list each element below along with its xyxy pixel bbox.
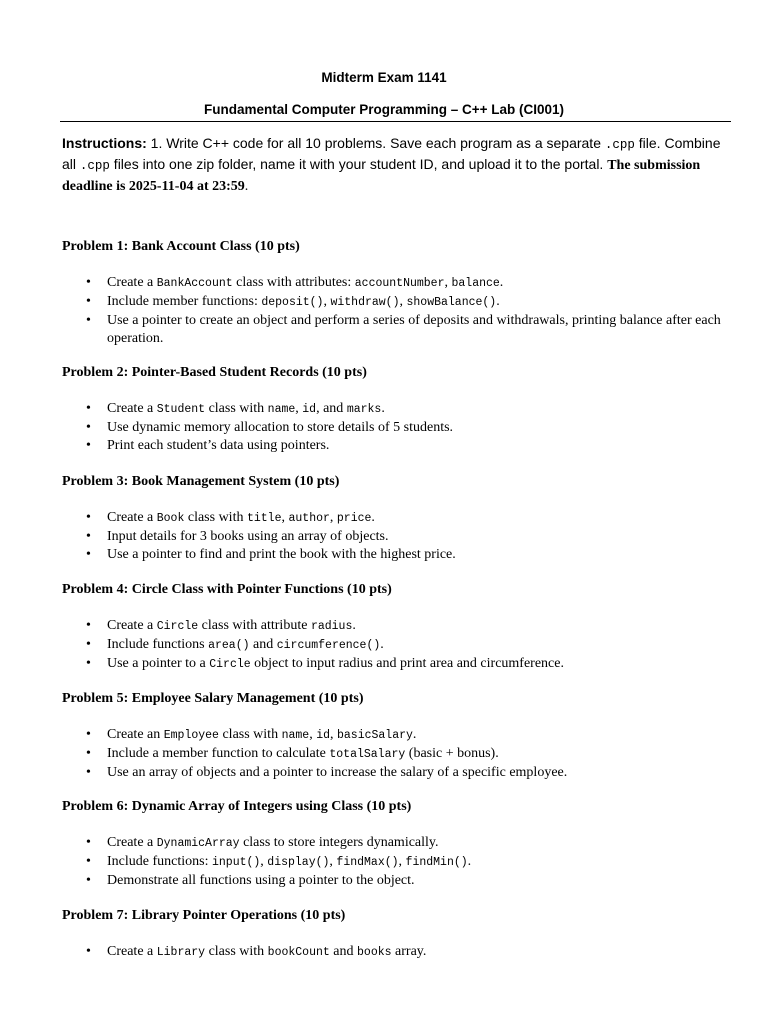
problem-heading: Problem 5: Employee Salary Management (10 pts): [62, 691, 364, 706]
requirement-text: class with: [218, 727, 282, 742]
requirement-list: [62, 726, 742, 782]
requirement-text: ,: [329, 510, 337, 525]
requirement-text: Include functions: [107, 637, 209, 652]
code-identifier: display(): [267, 856, 330, 869]
problem-heading: Problem 3: Book Management System (10 pts): [62, 474, 340, 489]
requirement-text: ,: [281, 510, 289, 525]
requirement-text: ,: [323, 294, 331, 309]
code-identifier: name: [267, 403, 296, 416]
code-identifier: Book: [156, 512, 185, 525]
code-identifier: price: [336, 512, 372, 525]
requirement-item: [107, 834, 742, 853]
requirement-text: Use a pointer to create an object and perform a series of deposits and withdrawals, printing balance after each operation.: [107, 313, 721, 346]
instructions-end: .: [244, 179, 249, 194]
code-identifier: showBalance(): [406, 296, 497, 309]
requirement-text: Include functions:: [107, 854, 212, 869]
requirement-text: class to store integers dynamically.: [239, 835, 439, 850]
problem-section: [62, 473, 742, 564]
code-identifier: deposit(): [261, 296, 324, 309]
requirement-text: .: [499, 275, 504, 290]
requirement-text: class with: [184, 510, 247, 525]
requirement-item: [107, 274, 742, 293]
requirement-item: [107, 617, 742, 636]
requirement-text: .: [371, 510, 375, 525]
requirement-item: [107, 943, 742, 962]
requirement-text: Use dynamic memory allocation to store details of 5 students.: [107, 420, 454, 435]
requirement-text: object to input radius and print area and circumference.: [250, 656, 564, 671]
requirement-item: [107, 853, 742, 872]
problem-heading: Problem 6: Dynamic Array of Integers using Class (10 pts): [62, 799, 412, 814]
requirement-text: class with attributes:: [232, 275, 355, 290]
code-identifier: Circle: [209, 658, 251, 671]
requirement-text: array.: [391, 944, 427, 959]
requirement-text: Create a: [107, 510, 157, 525]
requirement-text: class with: [205, 944, 268, 959]
requirement-text: Print each student’s data using pointers.: [107, 438, 330, 453]
requirement-list: [62, 274, 742, 348]
requirement-text: .: [352, 618, 356, 633]
code-identifier: books: [357, 946, 392, 959]
requirement-item: [107, 419, 742, 437]
code-identifier: id: [316, 729, 330, 742]
exam-title: Midterm Exam 1141: [321, 70, 447, 85]
code-identifier: findMin(): [405, 856, 468, 869]
requirement-list: [62, 943, 742, 962]
requirement-text: ,: [399, 294, 407, 309]
requirement-list: [62, 509, 742, 564]
requirement-text: Create an: [107, 727, 164, 742]
requirement-item: [107, 745, 742, 764]
requirement-text: class with: [205, 401, 268, 416]
code-identifier: area(): [208, 639, 250, 652]
problem-section: [62, 798, 742, 890]
code-identifier: accountNumber: [354, 277, 445, 290]
file-extension-code: .cpp: [79, 159, 110, 173]
requirement-text: Include member functions:: [107, 294, 262, 309]
code-identifier: author: [288, 512, 330, 525]
requirement-item: [107, 726, 742, 745]
code-identifier: Library: [156, 946, 206, 959]
requirement-item: [107, 400, 742, 419]
requirement-text: Create a: [107, 944, 157, 959]
file-extension-code: .cpp: [604, 138, 635, 152]
requirement-text: .: [467, 854, 472, 869]
requirement-item: [107, 546, 742, 564]
requirement-text: .: [380, 637, 384, 652]
code-identifier: marks: [346, 403, 382, 416]
problem-heading: Problem 1: Bank Account Class (10 pts): [62, 239, 300, 254]
requirement-item: [107, 509, 742, 528]
requirement-text: Use a pointer to find and print the book with the highest price.: [107, 547, 456, 562]
requirement-item: [107, 293, 742, 312]
requirement-item: [107, 528, 742, 546]
requirement-item: [107, 636, 742, 655]
instructions-text: 1. Write C++ code for all 10 problems. Save each program as a separate: [146, 135, 605, 151]
instructions-text: files into one zip folder, name it with your student ID, and upload it to the portal.: [109, 156, 608, 172]
requirement-item: [107, 764, 742, 782]
code-identifier: id: [302, 403, 317, 416]
problem-section: [62, 907, 742, 962]
requirement-text: and: [329, 944, 358, 959]
requirement-text: ,: [444, 275, 452, 290]
code-identifier: title: [246, 512, 282, 525]
requirement-text: Demonstrate all functions using a pointer to the object.: [107, 873, 415, 888]
problem-heading: Problem 4: Circle Class with Pointer Functions (10 pts): [62, 582, 392, 597]
code-identifier: DynamicArray: [156, 837, 240, 850]
requirement-text: ,: [329, 854, 337, 869]
problem-section: [62, 364, 742, 455]
code-identifier: bookCount: [267, 946, 330, 959]
header-divider: [60, 121, 731, 122]
requirement-list: [62, 834, 742, 890]
requirement-text: and: [249, 637, 277, 652]
code-identifier: totalSalary: [329, 748, 406, 761]
requirement-item: [107, 655, 742, 674]
code-identifier: name: [281, 729, 310, 742]
requirement-text: .: [381, 401, 385, 416]
code-identifier: balance: [451, 277, 500, 290]
requirement-text: ,: [295, 401, 303, 416]
requirement-text: Input details for 3 books using an array of objects.: [107, 529, 389, 544]
requirement-text: (basic + bonus).: [405, 746, 499, 761]
requirement-text: Create a: [107, 835, 157, 850]
instructions-label: Instructions:: [62, 135, 147, 151]
code-identifier: Student: [156, 403, 206, 416]
requirement-text: Create a: [107, 401, 157, 416]
instructions-text: file. Combine all: [62, 135, 721, 172]
problem-section: [62, 690, 742, 782]
requirement-text: .: [496, 294, 500, 309]
requirement-list: [62, 617, 742, 674]
code-identifier: Circle: [156, 620, 199, 633]
requirement-list: [62, 400, 742, 455]
requirement-text: ,: [330, 727, 337, 742]
requirement-text: .: [412, 727, 417, 742]
requirement-item: [107, 872, 742, 890]
instructions-paragraph: [62, 134, 730, 196]
problem-section: [62, 238, 742, 348]
code-identifier: BankAccount: [156, 277, 233, 290]
requirement-text: ,: [260, 854, 268, 869]
requirement-text: , and: [316, 401, 347, 416]
requirement-item: [107, 437, 742, 455]
code-identifier: withdraw(): [330, 296, 400, 309]
requirement-item: [107, 312, 742, 348]
code-identifier: circumference(): [276, 639, 381, 652]
requirement-text: ,: [398, 854, 406, 869]
code-identifier: radius: [310, 620, 353, 633]
requirement-text: Create a: [107, 618, 157, 633]
problem-heading: Problem 2: Pointer-Based Student Records (10 pts): [62, 365, 367, 380]
requirement-text: Use a pointer to a: [107, 656, 210, 671]
problem-heading: Problem 7: Library Pointer Operations (10 pts): [62, 908, 346, 923]
requirement-text: Include a member function to calculate: [107, 746, 330, 761]
submission-deadline: The submission deadline is 2025-11-04 at 23:59: [62, 158, 701, 194]
requirement-text: ,: [309, 727, 317, 742]
code-identifier: Employee: [163, 729, 219, 742]
code-identifier: basicSalary: [337, 729, 413, 742]
requirement-text: Use an array of objects and a pointer to increase the salary of a specific employee.: [107, 765, 568, 780]
requirement-text: Create a: [107, 275, 157, 290]
course-title: Fundamental Computer Programming – C++ Lab (CI001): [203, 102, 565, 117]
requirement-text: class with attribute: [198, 618, 311, 633]
code-identifier: input(): [211, 856, 261, 869]
problem-section: [62, 581, 742, 674]
code-identifier: findMax(): [336, 856, 399, 869]
